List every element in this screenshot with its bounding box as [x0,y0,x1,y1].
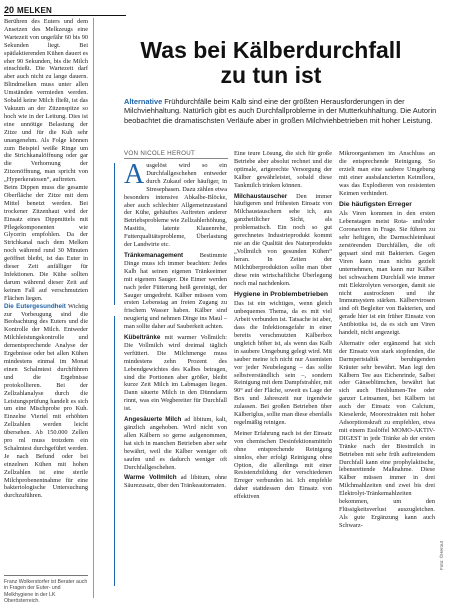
page-number: 20 [4,5,15,15]
subheading: Die häufigsten Erreger [339,201,412,209]
previous-article-column [4,18,88,500]
headline-line: zu tun ist [220,62,322,88]
article-column-1 [124,159,228,490]
paragraph: Mikroorganismen im Anschluss an die entsprechende Reinigung. So erzielt man eine saubere Umgebung mit einer ausbalancierten Keimflora, was das Explodieren von resistenten Keimen verhindert. [339,150,435,197]
paragraph: Berühren des Euters und dem Ansetzen des Melkzeugs eine Wartezeit von ungefähr 60 bis 90 Sekunden liegt. Bei spätlaktierenden Kühen dauert es eher 90 Sekunden, bis die Milch einschießt. Die Wartezeit darf aber auch nicht zu lange dauern. Blindmelken muss unter allen Umständen vermieden werden. Sobald keine Milch fließt, ist das Vakuum an der Zitzenspitze so hoch wie in der Leitung. Dies ist eine unnötige Belastung der Zitze und für die Kuh sehr unangenehm. Als Folge können zum Beispiel weiße Ringe um die Strichkanalöffnung oder gar die Verhornung der Zitzenöffnung, man spricht von „Hyperkeratosen“, auftreten. [4,18,88,184]
article-column-3 [339,150,435,530]
footnote-rule [4,575,88,576]
lead-text: Frühdurchfälle beim Kalb sind eine der größten Herausforderungen in der Milchviehhaltung. Natürlich gibt es auch Durchfallprobleme in der Mutterkuhhaltung. Die Autorin beobachtet die dramatischsten Verläufe aber in großen Milchviehbetrieben mit hoher Leistung. [124,97,437,125]
paragraph [4,303,88,501]
author-footnote: Franz Wolkerstorfer ist Berater auch in Fragen der Euter- und Melkhygiene in der LK Oberösterreich. [4,579,88,605]
paragraph: Als Viren kommen in den ersten Lebenstagen meist Rota- und/oder Coronaviren in Frage. Sie führen zu sehr heftigen, die Darmschleimhaut zerstörenden Durchfällen, die oft gepaart sind mit Bakterien. Gegen Viren kann man nichts gezielt unternehmen, man kann nur Kälber bei schwachem Durchfall wie immer mit Elektrolyten versorgen, damit sie nicht austrocknen und ihr Immunsystem stärken. Kälbervirosen sind oft Begleiter von Bakterien, und gerade hier ist ein früher Einsatz von Antibiotika ist, da es sich um Viren handelt, nicht angezeigt. [339,210,435,337]
paragraph-text: ad libitum, kalt, gänzlich angehoben. Wird nicht von allen Kälbern so gerne aufgenommen, hat sich in manchen Betrieben aber sehr bewährt, weil die Kälber weniger oft saufen und es dadurch weniger oft Durchfallgeschehen. [124,416,227,471]
paragraph [124,252,227,331]
paragraph: Alternativ oder ergänzend hat sich der Einsatz von stark stopfenden, die Darmperistaltik beruhigenden Kräuter sehr bewährt. Man legt den Kälbern Tee aus Eichenrinde, Salbei oder Gänseblümchen, bewährt hat sich auch Heublumen-Tee oder ganzer Leinsamen, bei Kälbern ist auch der Einsatz von Calcium, Kieselerde, Moorextrakten mit hoher Adsorptionskraft zu empfehlen, etwa mit einem Esslöffel MOMO-AKTIV-DIGEST in jede Tränke ab der ersten Tränke nach der Biestmilch in Betrieben mit sehr früh auftretendem Durchfall kann eine prophylaktische, lebensrettende Maßnahme. Diese Kälber müssen immer in drei Milchmahlzeiten und zwei bis drei Elektrolyt-Tränkemahlzeiten bekommen, um den Flüssigkeitsverlust auszugleichen. Als gute Ergänzung kann auch Schwarz- [339,339,435,529]
paragraph-text: ad libitum, ohne Säurezusatz, über den Tränkeautomaten. [124,474,227,490]
article-headline [112,38,430,88]
column-divider [93,18,94,598]
paragraph: Eine teure Lösung, die sich für große Betriebe aber absolut rechnet und die optimale, artgerechte Versorgung der Kälber gewährleistet, sobald diese Tankmilch trinken können. [234,150,332,189]
paragraph-text: usgelöst wird so ein Durchfallgeschehen entweder durch Zukauf oder häufiger, in Stresephasen. Dazu zählen etwa besonders intensive Abkalbe-Blöcke, aber auch schlechter Allgemeinzustand der Kühe, gehäuftes Auftreten anderer Betriebsprobleme wie Zellzahlerhöhung, Mastitis, latente Klauenrehe, Futterqualitätsprobleme, Überlastung der Landwirte etc. [124,162,228,249]
paragraph-text: Wichtig zur Vorbeugung sind die Beobachtung des Euters und die Kontrolle der Milch. Entweder Milchleistungskontrolle und dementsprechende Analyse der Ergebnisse oder bei allen Kühen mindestens einmal im Monat einen Schalmtest durchführen und die Ergebnisse protokollieren. Bei der Zellzahlanalyse durch die Leistungsprüfung handelt es sich um eine Mischprobe pro Kuh. Einzelne Viertel mit erhöhten Zellzahlen werden leicht übersehen. Ab 150.000 Zellen pro ml muss trotzdem ein Schalmtest durchgeführt werden. Je nach Befund oder bei einzelnen Kühen mit hohen Zellzahlen ist eine sterile Milchprobenentnahme für eine bakteriologische Untersuchung durchzuführen. [4,302,88,500]
paragraph [124,474,227,490]
paragraph-text: Den immer häufigeren und frühesten Einsatz von Milchaustauschern sehe ich, aus ganzheitlicher Sicht, als problematisch. Ein noch so gut gerechnetes Industrieprodukt kommt nie an die Qualität des Naturprodukts „Vollmilch von gesunden Kühen“ heran. In Zeiten der Milchüberproduktion sollte man über diese rein wirtschaftliche Überlegung noch mal nachdenken. [234,192,332,287]
lead-keyword: Alternative [124,97,163,106]
header-rule [4,15,126,16]
paragraph-text: mit warmer Vollmilch: Die Vollmilch wird dreimal täglich verfüttert. Die Milchmenge muss mindestens zehn Prozent des Lebendgewichtes des Kalbes betragen, sind die Portionen aber größer, bleibt kurze Zeit Milch im Labmagen liegen. Dann säuerte Milch in den Dünndarm rinnt, was ein Wegbereiter für Durchfall ist. [124,334,227,413]
paragraph [124,334,227,413]
paragraph: Beim Dippen muss die gesamte Oberfläche der Zitze mit dem Mittel benetzt werden. Bei trockener Zitzenhaut wird der Einsatz eines Dippmittels mit Pflegekomponenten wie Glycerin empfohlen. Da der Strichkanal nach dem Melken noch während rund 30 Minuten geöffnet bleibt, ist das Euter in dieser Zeit anfälliger für Infektionen. Die Kühe sollten darum während dieser Zeit auf keinen Fall auf verschmutzten Flächen liegen. [4,184,88,302]
subheading: Kübeltränke [124,334,161,342]
subheading: Tränkemanagement [124,251,184,259]
paragraph [234,193,332,288]
accent-bar [114,163,115,305]
paragraph [124,416,227,471]
subheading: Warme Vollmilch [124,474,177,482]
drop-cap: A [124,159,145,190]
paragraph [124,159,228,249]
article-column-2 [234,150,332,501]
subheading: Milchaustauscher [234,192,288,200]
subheading: Die Eutergesundheit [4,302,66,310]
section-label: MELKEN [17,5,52,15]
headline-line: Was bei Kälberdurchfall [140,37,402,63]
paragraph-text: Bestimmte Dinge muss ich immer beachten: Jedes Kalb hat seinen eigenen Tränkeeimer mit eigenem Sauger. Die Eimer werden nach jeder Fütterung heiß gereinigt, der Sauger umgedreht. Kälber müssen vom ersten Lebenstag an freien Zugang zu frischem Wasser haben. Kälber sind neugierig und nehmen Dinge ins Maul – man sollte daher auf Sauberkeit achten. [124,251,227,331]
photo-credit: Foto: ©Herout [439,541,444,570]
subheading: Hygiene in Problembetrieben [234,291,329,299]
article-lead [124,97,442,125]
subheading: Angesäuerte Milch [124,416,182,424]
accent-bar [114,316,115,586]
author-byline: VON NICOLE HEROUT [124,150,196,157]
paragraph: Das ist ein wichtiges, wenn gleich unbequemes Thema, da es mit viel Arbeit verbunden ist. Tatsache ist aber, dass die Infektionsgefahr in einer bereits verschmutzten Kälberbox ungleich höher ist, als wenn das Kalb in saubere Umgebung gelegt wird. Mit sauber meine ich nicht nur Ausmisten vor jeder Neubelegung – das sollte selbstverständlich sein –, sondern Reinigung mit dem Dampfstrahler, mit 90° auf der Fläche, soweit es Lage der Box und Jahreszeit nur irgendwie zulassen. Bei großen Betrieben über Kälberiglus, sollte man diese ebenfalls regelmäßig reinigen. [234,300,332,426]
paragraph: Meiner Erfahrung nach ist der Einsatz von chemischen Desinfektionsmitteln ohne entsprechende Reinigung sinnlos, eher erfolgt Reinigung ohne Option, die allerdings mit einer Resistenzbildung der verschiedenen Erreger verbunden ist. Ich empfehle daher stattdessen den Einsatz von effektiven [234,429,332,501]
